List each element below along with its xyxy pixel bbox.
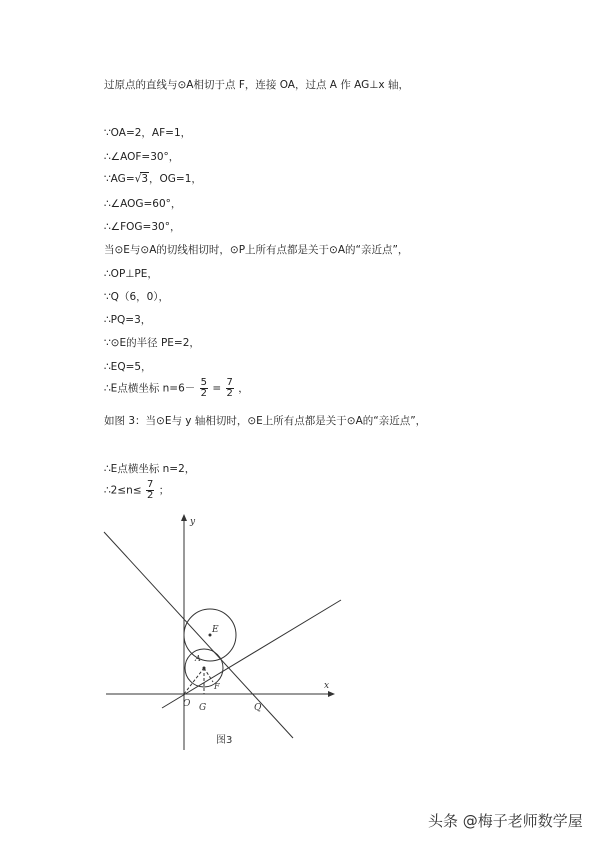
segment-oa — [184, 668, 204, 694]
text-line-7: 当⊙E与⊙A的切线相切时，⊙P上所有点都是关于⊙A的“亲近点”， — [104, 244, 409, 256]
text-line-9: ∵Q（6，0）， — [104, 291, 170, 303]
text-line-4-a: ∵AG= — [104, 173, 135, 185]
fraction-7-2: $\frac{7}{2}$ — [226, 377, 233, 399]
text-line-14: 如图 3：当⊙E与 y 轴相切时，⊙E上所有点都是关于⊙A的“亲近点”， — [104, 415, 427, 427]
label-o: O — [183, 699, 191, 709]
text-line-4 — [104, 172, 202, 186]
geometry-figure — [100, 512, 350, 757]
label-y: y — [190, 517, 196, 527]
text-line-12: ∴EQ=5， — [104, 361, 152, 373]
text-line-1: 过原点的直线与⊙A相切于点 F，连接 OA，过点 A 作 AG⊥x 轴， — [104, 79, 409, 91]
sqrt-value: 3 — [141, 173, 149, 185]
text-line-13-b: = — [212, 382, 222, 395]
watermark: 头条 @梅子老师数学屋 — [428, 812, 583, 830]
text-line-6: ∴∠FOG=30°， — [104, 221, 181, 233]
y-axis-arrow — [181, 514, 187, 521]
text-line-13 — [104, 378, 249, 399]
label-x: x — [324, 681, 330, 691]
text-line-15: ∴E点横坐标 n=2， — [104, 463, 196, 475]
text-line-11: ∵⊙E的半径 PE=2， — [104, 337, 200, 349]
text-line-13-c: ， — [238, 382, 249, 395]
label-f: F — [214, 682, 220, 691]
sqrt-symbol: √ — [134, 173, 142, 185]
figure-caption: 图3 — [216, 735, 233, 746]
label-q: Q — [254, 703, 262, 713]
text-line-3: ∴∠AOF=30°， — [104, 151, 180, 163]
fraction-7-2-b: $\frac{7}{2}$ — [146, 479, 154, 501]
label-e: E — [212, 625, 219, 635]
label-g: G — [199, 703, 207, 713]
text-line-16-a: ∴2≤n≤ — [104, 484, 142, 497]
text-line-2: ∵OA=2，AF=1， — [104, 127, 192, 139]
x-axis-arrow — [328, 691, 335, 697]
text-line-10: ∴PQ=3， — [104, 314, 152, 326]
text-line-16-b: ； — [158, 484, 170, 497]
text-line-16 — [104, 480, 169, 501]
text-line-4-c: ，OG=1， — [149, 173, 202, 185]
text-line-13-a: ∴E点横坐标 n=6－ — [104, 382, 196, 395]
tangent-line-through-origin — [162, 600, 341, 708]
label-a: A — [195, 654, 201, 663]
text-line-8: ∴OP⊥PE， — [104, 268, 158, 280]
fraction-5-2: $\frac{5}{2}$ — [200, 377, 208, 399]
text-line-5: ∴∠AOG=60°， — [104, 198, 182, 210]
